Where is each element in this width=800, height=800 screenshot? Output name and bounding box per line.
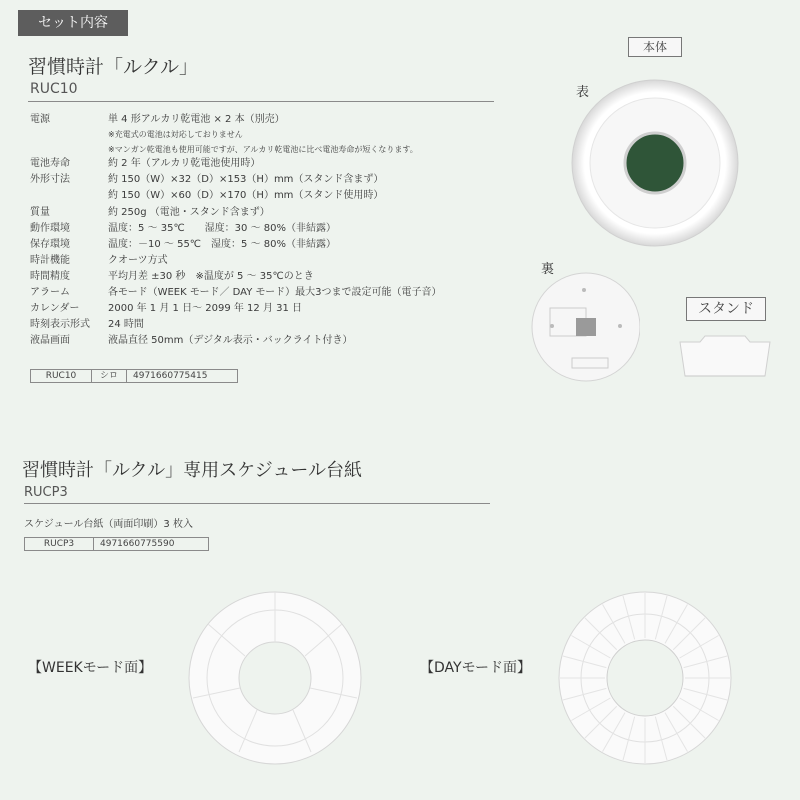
spec-value: 約 150（W）×32（D）×153（H）mm（スタンド含まず） — [108, 174, 384, 185]
divider — [28, 101, 494, 102]
spec-value: 各モード（WEEK モード／ DAY モード）最大3つまで設定可能（電子音） — [108, 287, 442, 298]
schedule-code-table — [24, 537, 209, 551]
clock-front-image — [570, 75, 740, 250]
spec-value: 単 4 形アルカリ乾電池 × 2 本（別売） — [108, 114, 285, 125]
screw-hole — [550, 324, 554, 328]
divider — [24, 503, 490, 504]
spec-key: 電池寿命 — [30, 158, 70, 169]
spec-key: カレンダー — [30, 303, 80, 314]
spec-value: 24 時間 — [108, 319, 144, 330]
code-cell: RUCP3 — [25, 538, 94, 551]
spec-list — [30, 112, 510, 352]
screw-hole — [618, 324, 622, 328]
spec-value: 温度：5 ～ 35℃ 湿度：30 ～ 80%（非結露） — [108, 223, 336, 234]
spec-value: 液晶直径 50mm（デジタル表示・バックライト付き） — [108, 335, 353, 346]
spec-key: 外形寸法 — [30, 174, 70, 185]
stand-image — [675, 332, 775, 382]
back-label: 裏 — [541, 262, 555, 277]
lcd-screen — [625, 133, 685, 193]
schedule-sheet-desc: スケジュール台紙（両面印刷）3 枚入 — [24, 519, 193, 530]
spec-note: ※マンガン乾電池も使用可能ですが、アルカリ乾電池に比べ電池寿命が短くなります。 — [108, 145, 418, 154]
front-label: 表 — [576, 85, 590, 100]
week-face-label: 【WEEKモード面】 — [28, 660, 153, 676]
spec-note: ※充電式の電池は対応しておりません — [108, 130, 243, 139]
body-label: 本体 — [628, 37, 682, 57]
set-contents-tag: セット内容 — [18, 10, 128, 36]
schedule-sheet-title: 習慣時計「ルクル」専用スケジュール台紙 — [22, 460, 363, 481]
code-cell: RUC10 — [31, 370, 92, 383]
spec-key: 質量 — [30, 207, 50, 218]
spec-key: 液晶画面 — [30, 335, 70, 346]
spec-key: 保存環境 — [30, 239, 70, 250]
spec-key: 時間精度 — [30, 271, 70, 282]
spec-value: 約 2 年（アルカリ乾電池使用時） — [108, 158, 261, 169]
jan-cell: 4971660775415 — [127, 370, 238, 383]
week-face-sheet — [185, 588, 365, 768]
spec-value: クオーツ方式 — [108, 255, 168, 266]
stand-label: スタンド — [686, 297, 766, 321]
color-cell: シロ — [92, 370, 127, 383]
product-title: 習慣時計「ルクル」 — [28, 56, 199, 78]
sheet-hole — [239, 642, 311, 714]
stand-shape — [680, 336, 770, 376]
jan-cell: 4971660775590 — [94, 538, 209, 551]
spec-key: 動作環境 — [30, 223, 70, 234]
day-face-sheet — [555, 588, 735, 768]
spec-value: 平均月差 ±30 秒 ※温度が 5 ～ 35℃のとき — [108, 271, 314, 282]
spec-value: 2000 年 1 月 1 日～ 2099 年 12 月 31 日 — [108, 303, 303, 314]
screw-hole — [582, 288, 586, 292]
sheet-hole — [607, 640, 683, 716]
product-code-table — [30, 369, 238, 383]
spec-key: 時刻表示形式 — [30, 319, 90, 330]
clock-back-image — [530, 270, 640, 385]
day-face-label: 【DAYモード面】 — [420, 660, 532, 676]
spec-key: 電源 — [30, 114, 50, 125]
spec-value: 約 150（W）×60（D）×170（H）mm（スタンド使用時） — [108, 190, 384, 201]
back-switch — [576, 318, 596, 336]
product-code: RUC10 — [30, 81, 78, 97]
spec-value: 温度：－10 ～ 55℃ 湿度：5 ～ 80%（非結露） — [108, 239, 336, 250]
spec-key: アラーム — [30, 287, 70, 298]
spec-key: 時計機能 — [30, 255, 70, 266]
schedule-sheet-code: RUCP3 — [24, 485, 68, 500]
spec-value: 約 250g （電池・スタンド含まず） — [108, 207, 270, 218]
